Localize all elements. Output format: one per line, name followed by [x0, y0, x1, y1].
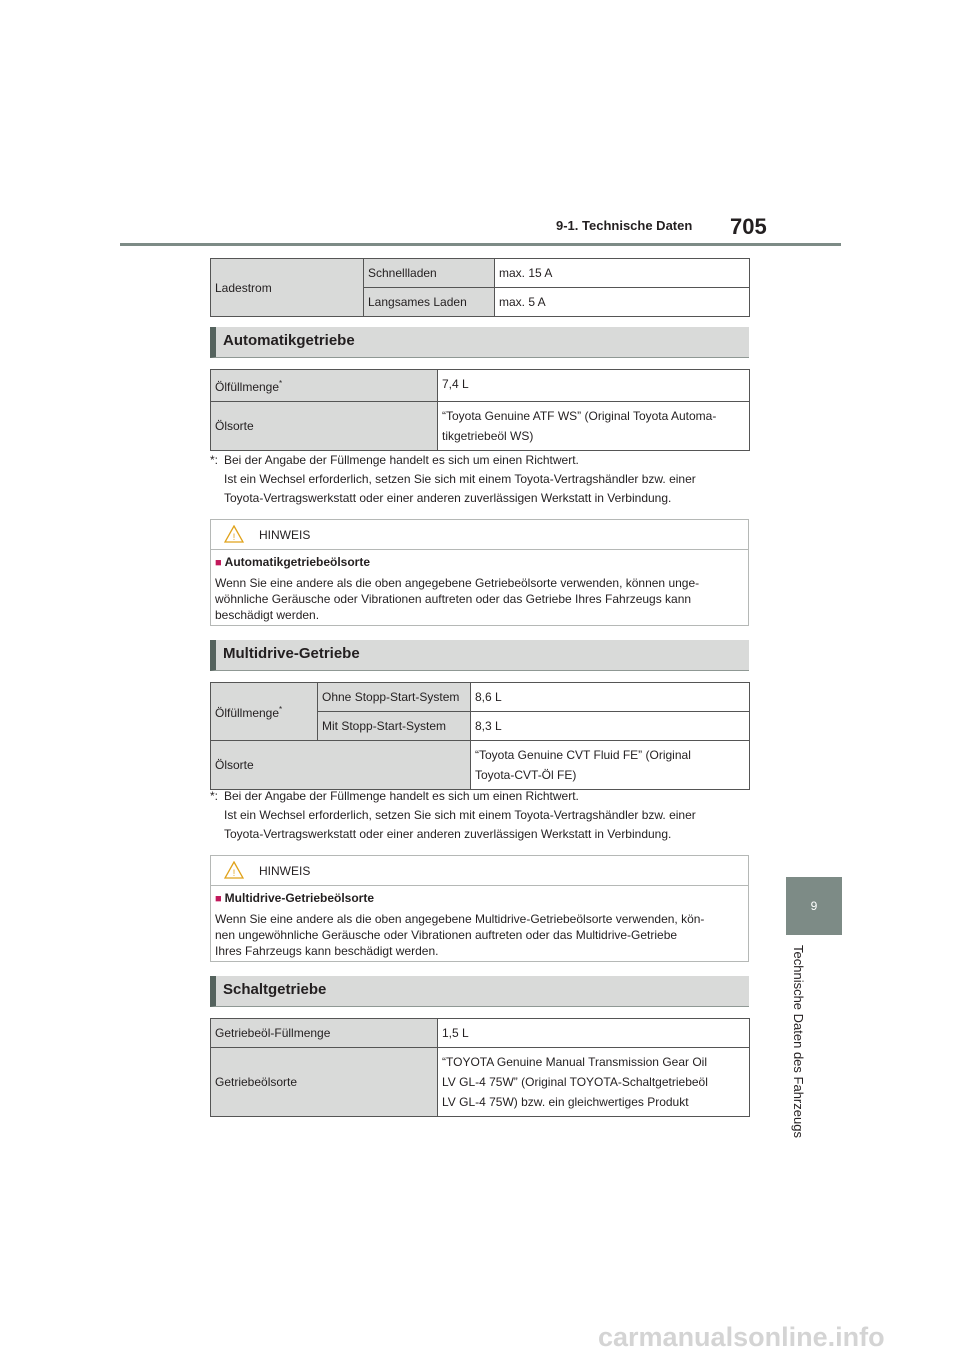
- chapter-title: Technische Daten des Fahrzeugs: [791, 945, 806, 1138]
- hinweis-line: wöhnliche Geräusche oder Vibrationen auftreten oder das Getriebe Ihres Fahrzeugs kann: [215, 592, 692, 606]
- footnote-line: Bei der Angabe der Füllmenge handelt es sich um einen Richtwert.: [224, 453, 579, 467]
- ladestrom-table: [210, 258, 750, 317]
- ladestrom-label: Ladestrom: [211, 259, 364, 317]
- oil-line: LV GL-4 75W” (Original TOYOTA-Schaltgetriebeöl: [442, 1075, 708, 1089]
- oil-line: “TOYOTA Genuine Manual Transmission Gear Oil: [442, 1055, 707, 1069]
- hinweis-subtitle: Multidrive-Getriebeölsorte: [224, 891, 375, 905]
- oil-line: “Toyota Genuine CVT Fluid FE” (Original: [475, 748, 691, 762]
- variant-label: Ohne Stopp-Start-System: [318, 683, 471, 712]
- hinweis-title: HINWEIS: [259, 864, 311, 878]
- ladestrom-value: max. 15 A: [495, 259, 750, 288]
- schalt-table: [210, 1018, 750, 1117]
- fill-label-cell: Ölfüllmenge*: [211, 370, 438, 402]
- header-rule: [120, 243, 841, 246]
- page-number: 705: [730, 214, 767, 239]
- footnote-marker: *:: [210, 789, 219, 803]
- variant-value: 8,6 L: [471, 683, 750, 712]
- variant-label: Mit Stopp-Start-System: [318, 712, 471, 741]
- oil-label: Getriebeölsorte: [211, 1048, 438, 1117]
- chapter-tab[interactable]: 9: [786, 877, 842, 935]
- footnote-line: Ist ein Wechsel erforderlich, setzen Sie sich mit einem Toyota-Vertragshändler bzw. einer: [224, 808, 696, 822]
- section-label: 9-1. Technische Daten: [556, 218, 693, 233]
- fill-value: 1,5 L: [438, 1019, 750, 1048]
- hinweis-line: Ihres Fahrzeugs kann beschädigt werden.: [215, 944, 439, 958]
- fill-label-cell: Ölfüllmenge*: [211, 683, 318, 741]
- svg-text:!: !: [232, 868, 236, 878]
- footnote-line: Toyota-Vertragswerkstatt oder einer anderen zuverlässigen Werkstatt in Verbindung.: [224, 827, 672, 841]
- oil-label: Ölsorte: [211, 402, 438, 451]
- section-heading-schalt: Schaltgetriebe: [210, 976, 749, 1007]
- oil-line: Toyota-CVT-Öl FE): [475, 768, 577, 782]
- footnote-line: Bei der Angabe der Füllmenge handelt es sich um einen Richtwert.: [224, 789, 579, 803]
- footnote-marker: *:: [210, 453, 219, 467]
- ladestrom-value: max. 5 A: [495, 288, 750, 317]
- section-heading-multidrive: Multidrive-Getriebe: [210, 640, 749, 671]
- warning-icon: [224, 861, 244, 879]
- oil-value: [438, 1048, 750, 1117]
- oil-label: Ölsorte: [211, 741, 471, 790]
- hinweis-title: HINWEIS: [259, 528, 311, 542]
- ladestrom-mode: Langsames Laden: [364, 288, 495, 317]
- footnote-automatik: [210, 451, 696, 508]
- hinweis-line: beschädigt werden.: [215, 608, 320, 622]
- hinweis-line: Wenn Sie eine andere als die oben angegebene Getriebeölsorte verwenden, können unge-: [215, 576, 700, 590]
- automatik-table: [210, 369, 750, 451]
- square-bullet-icon: ■: [215, 893, 222, 905]
- fill-label: Ölfüllmenge: [215, 706, 280, 720]
- section-heading-automatik: Automatikgetriebe: [210, 327, 749, 358]
- oil-line: LV GL-4 75W) bzw. ein gleichwertiges Produkt: [442, 1095, 689, 1109]
- variant-value: 8,3 L: [471, 712, 750, 741]
- hinweis-line: Wenn Sie eine andere als die oben angegebene Multidrive-Getriebeölsorte verwenden, kön-: [215, 912, 705, 926]
- oil-value: [438, 402, 750, 451]
- hinweis-line: nen ungewöhnliche Geräusche oder Vibrationen auftreten oder das Multidrive-Getriebe: [215, 928, 678, 942]
- oil-value: [471, 741, 750, 790]
- oil-line: tikgetriebeöl WS): [442, 429, 534, 443]
- ladestrom-mode: Schnellladen: [364, 259, 495, 288]
- fill-label: Ölfüllmenge: [215, 380, 280, 394]
- hinweis-subtitle: Automatikgetriebeölsorte: [224, 555, 371, 569]
- footnote-line: Ist ein Wechsel erforderlich, setzen Sie sich mit einem Toyota-Vertragshändler bzw. einer: [224, 472, 696, 486]
- svg-text:!: !: [232, 532, 236, 542]
- oil-line: “Toyota Genuine ATF WS” (Original Toyota Automa-: [442, 409, 717, 423]
- footnote-line: Toyota-Vertragswerkstatt oder einer anderen zuverlässigen Werkstatt in Verbindung.: [224, 491, 672, 505]
- square-bullet-icon: ■: [215, 557, 222, 569]
- footnote-multidrive: [210, 787, 696, 844]
- fill-value: 7,4 L: [438, 370, 750, 402]
- multidrive-table: [210, 682, 750, 790]
- watermark: carmanualsonline.info: [598, 1322, 885, 1352]
- hinweis-box-multidrive: [210, 855, 749, 962]
- warning-icon: [224, 525, 244, 543]
- hinweis-box-automatik: [210, 519, 749, 626]
- fill-label: Getriebeöl-Füllmenge: [211, 1019, 438, 1048]
